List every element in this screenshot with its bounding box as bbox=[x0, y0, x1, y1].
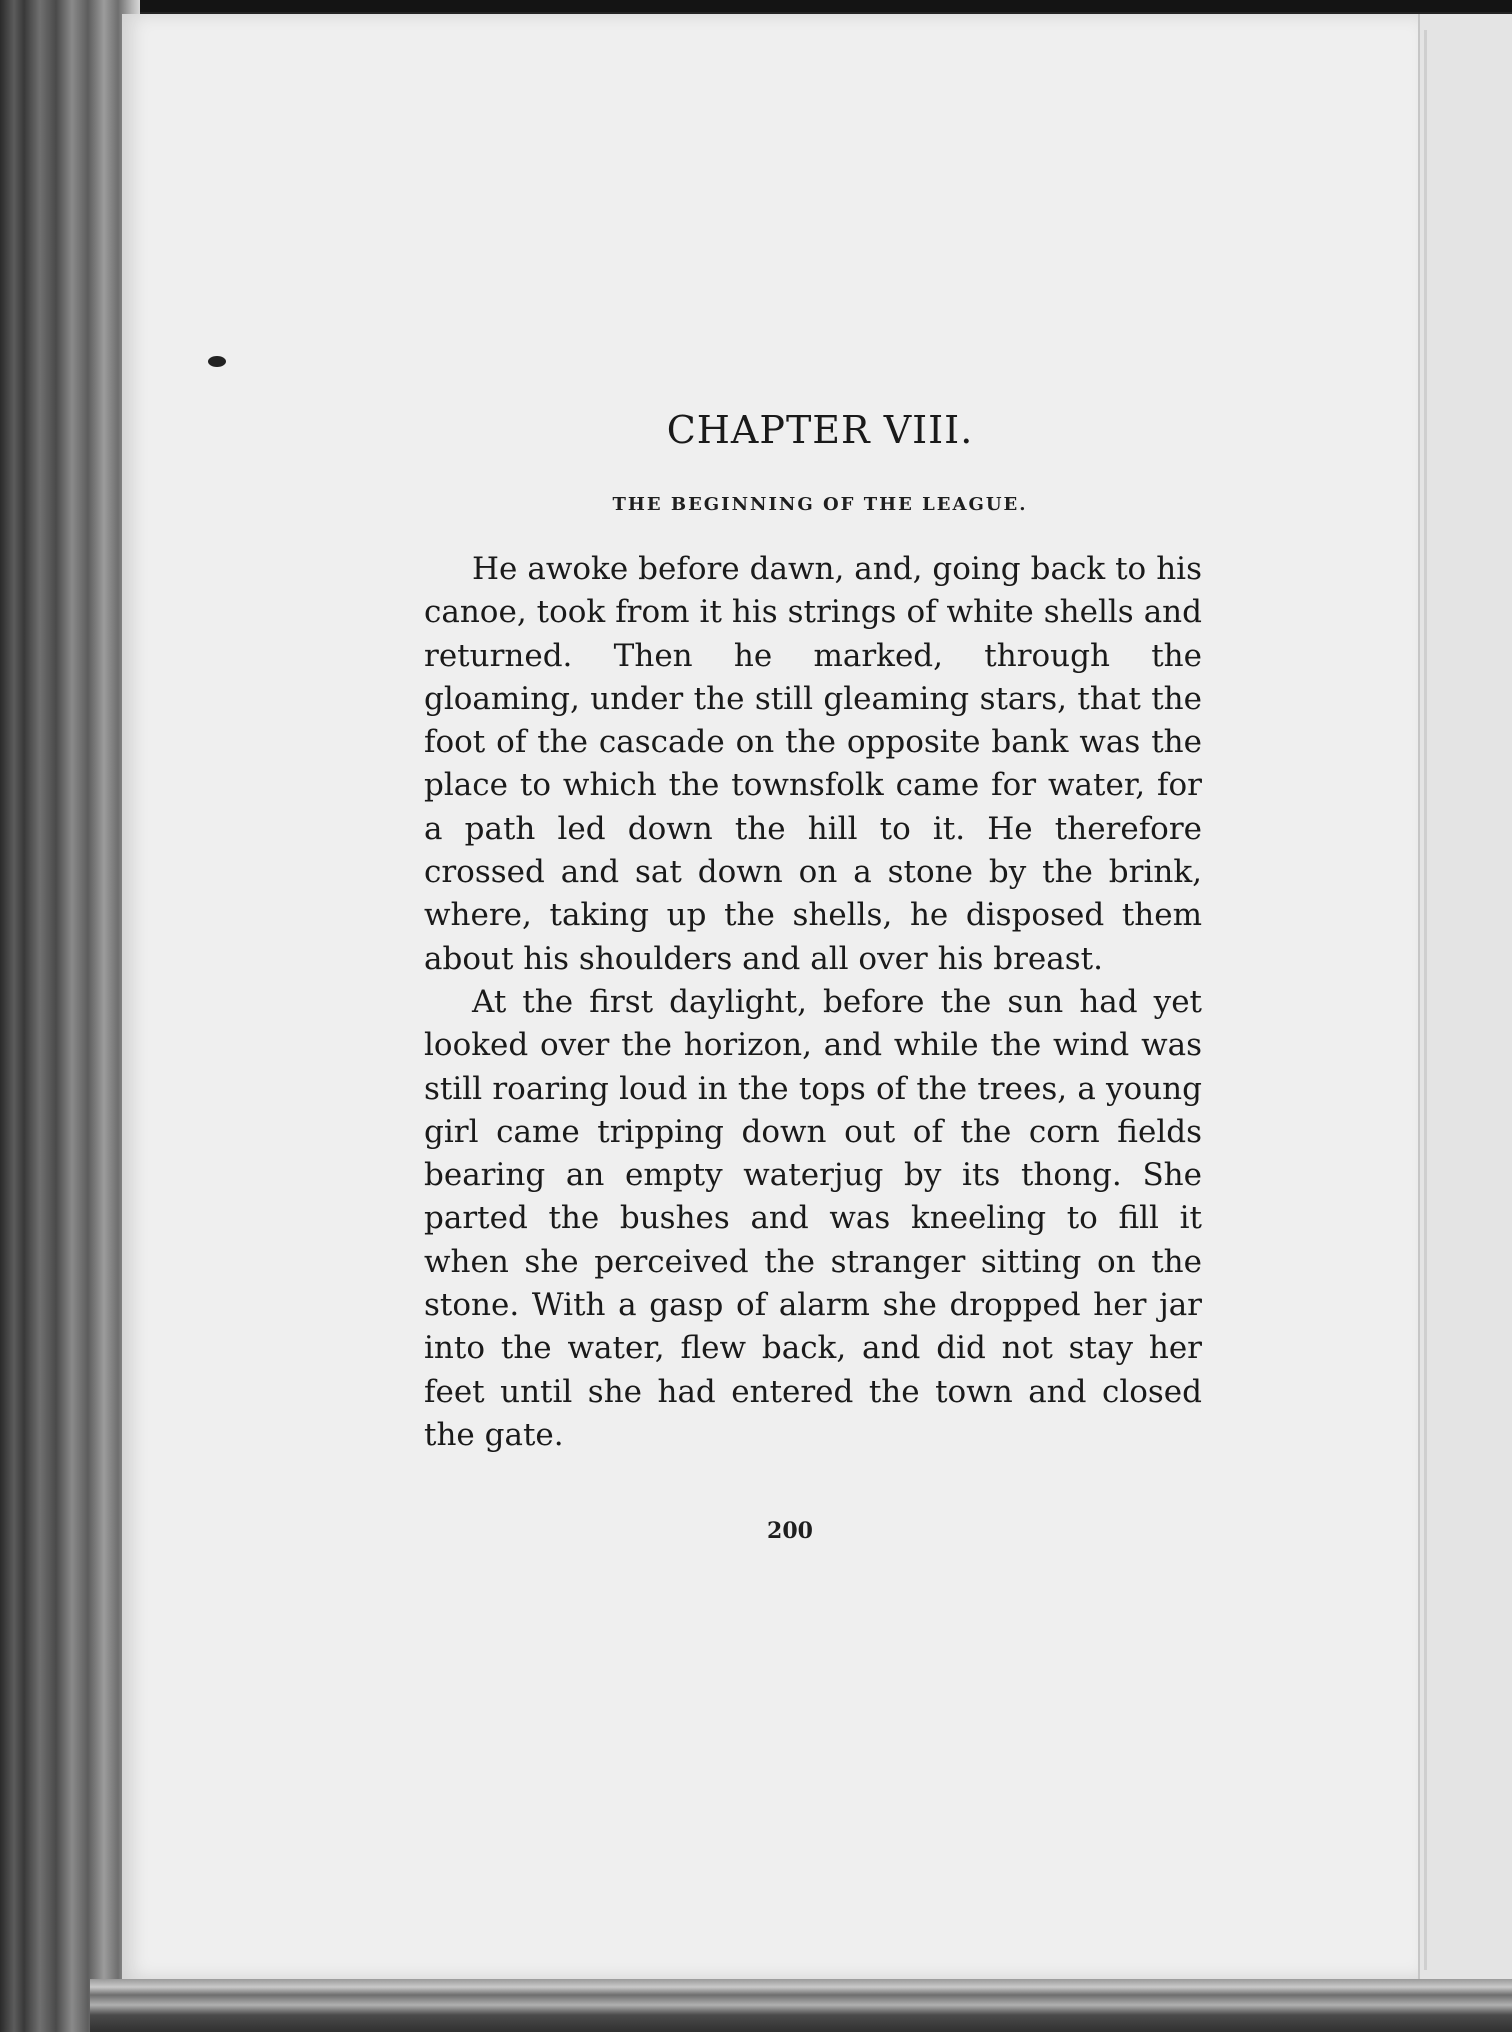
scan-top-edge bbox=[0, 0, 1512, 12]
page-number: 200 bbox=[767, 1518, 813, 1544]
book-bottom-edge bbox=[90, 1979, 1512, 2032]
ink-speck bbox=[208, 356, 226, 367]
paragraph-1: He awoke before dawn, and, going back to his canoe, took from it his strings of white shells and returned. Then he marked, through the gloaming, under the still gleaming stars, that the foot of the cascade on the opposite bank was the place to which the townsfolk came for water, for a path led down the hill to it. He therefore crossed and sat down on a stone by the brink, where, taking up the shells, he disposed them about his shoulders and all over his breast. bbox=[424, 551, 1202, 977]
chapter-title: CHAPTER VIII. bbox=[666, 408, 974, 452]
facing-page-edge bbox=[1418, 14, 1512, 1979]
chapter-body bbox=[424, 548, 1202, 1457]
paragraph-2: At the first daylight, before the sun had yet looked over the horizon, and while the wind was still roaring loud in the tops of the trees, a young girl came tripping down out of the corn fields bearing an empty waterjug by its thong. She parted the bushes and was kneeling to fill it when she perceived the stranger sitting on the stone. With a gasp of alarm she dropped her jar into the water, flew back, and did not stay her feet until she had entered the town and closed the gate. bbox=[424, 983, 1202, 1453]
chapter-subtitle: THE BEGINNING OF THE LEAGUE. bbox=[612, 494, 1028, 515]
book-page-edges bbox=[0, 0, 140, 2032]
gutter-line bbox=[1424, 30, 1427, 1970]
